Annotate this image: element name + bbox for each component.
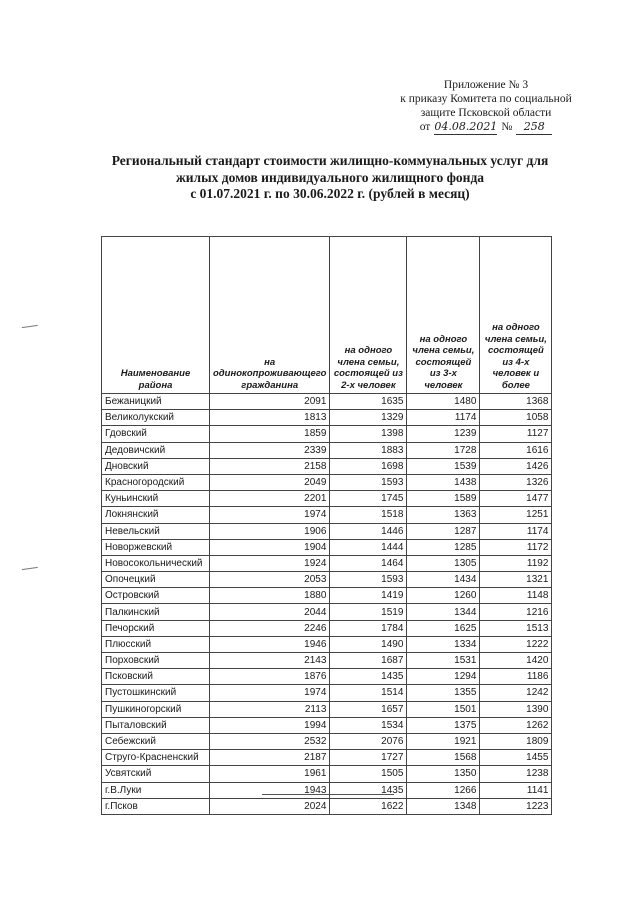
- cost-value-cell: 1350: [407, 766, 480, 782]
- cost-standard-table: [101, 236, 552, 815]
- cost-value-cell: 1859: [210, 426, 330, 442]
- header-district: Наименование района: [102, 237, 210, 394]
- cost-value-cell: 2053: [210, 572, 330, 588]
- cost-value-cell: 1262: [480, 717, 552, 733]
- cost-value-cell: 2113: [210, 701, 330, 717]
- appendix-line: Приложение № 3: [443, 79, 529, 91]
- cost-value-cell: 1420: [480, 653, 552, 669]
- cost-value-cell: 1727: [330, 750, 407, 766]
- cost-value-cell: 1266: [407, 782, 480, 798]
- cost-value-cell: 1809: [480, 733, 552, 749]
- cost-value-cell: 1375: [407, 717, 480, 733]
- cost-value-cell: 1946: [210, 636, 330, 652]
- table-row: [102, 523, 552, 539]
- district-name-cell: Плюсский: [102, 636, 210, 652]
- district-name-cell: Куньинский: [102, 491, 210, 507]
- cost-value-cell: 1294: [407, 669, 480, 685]
- table-row: [102, 507, 552, 523]
- table-row: [102, 572, 552, 588]
- cost-value-cell: 1222: [480, 636, 552, 652]
- district-name-cell: Опочецкий: [102, 572, 210, 588]
- table-row: [102, 426, 552, 442]
- cost-value-cell: 1127: [480, 426, 552, 442]
- cost-value-cell: 2044: [210, 604, 330, 620]
- cost-value-cell: 1223: [480, 798, 552, 814]
- cost-value-cell: 1435: [330, 782, 407, 798]
- cost-value-cell: 1745: [330, 491, 407, 507]
- cost-value-cell: 1216: [480, 604, 552, 620]
- district-name-cell: Островский: [102, 588, 210, 604]
- header-family-2: на одного члена семьи, состоящей из 2-х человек: [330, 237, 407, 394]
- cost-value-cell: 1687: [330, 653, 407, 669]
- cost-value-cell: 2246: [210, 620, 330, 636]
- cost-value-cell: 1505: [330, 766, 407, 782]
- cost-value-cell: 1368: [480, 394, 552, 410]
- district-name-cell: Себежский: [102, 733, 210, 749]
- cost-value-cell: 2024: [210, 798, 330, 814]
- table-row: [102, 653, 552, 669]
- cost-value-cell: 1398: [330, 426, 407, 442]
- cost-value-cell: 2091: [210, 394, 330, 410]
- cost-value-cell: 1438: [407, 474, 480, 490]
- table-row: [102, 717, 552, 733]
- district-name-cell: Дновский: [102, 458, 210, 474]
- district-name-cell: Пушкиногорский: [102, 701, 210, 717]
- cost-value-cell: 1444: [330, 539, 407, 555]
- table-row: [102, 766, 552, 782]
- cost-value-cell: 1994: [210, 717, 330, 733]
- cost-value-cell: 1534: [330, 717, 407, 733]
- cost-value-cell: 1906: [210, 523, 330, 539]
- footer-divider: [262, 794, 394, 795]
- district-name-cell: Усвятский: [102, 766, 210, 782]
- cost-value-cell: 1435: [330, 669, 407, 685]
- cost-value-cell: 1192: [480, 555, 552, 571]
- appendix-line: к приказу Комитета по социальной: [400, 93, 572, 105]
- table-row: [102, 604, 552, 620]
- cost-value-cell: 1363: [407, 507, 480, 523]
- title-line: с 01.07.2021 г. по 30.06.2022 г. (рублей в месяц): [190, 186, 470, 201]
- district-name-cell: Великолукский: [102, 410, 210, 426]
- table-row: [102, 636, 552, 652]
- table-row: [102, 410, 552, 426]
- cost-value-cell: 2187: [210, 750, 330, 766]
- cost-value-cell: 1334: [407, 636, 480, 652]
- district-name-cell: г.В.Луки: [102, 782, 210, 798]
- margin-mark: [22, 325, 38, 331]
- table-row: [102, 394, 552, 410]
- order-date: 04.08.2021: [434, 120, 498, 133]
- district-name-cell: Пустошкинский: [102, 685, 210, 701]
- cost-value-cell: 1326: [480, 474, 552, 490]
- cost-value-cell: 1784: [330, 620, 407, 636]
- cost-value-cell: 1728: [407, 442, 480, 458]
- district-name-cell: Невельский: [102, 523, 210, 539]
- cost-value-cell: 1305: [407, 555, 480, 571]
- document-title: [60, 153, 600, 203]
- table-body: [102, 394, 552, 815]
- cost-value-cell: 1921: [407, 733, 480, 749]
- cost-value-cell: 1186: [480, 669, 552, 685]
- cost-value-cell: 1419: [330, 588, 407, 604]
- cost-value-cell: 1531: [407, 653, 480, 669]
- cost-value-cell: 1477: [480, 491, 552, 507]
- cost-value-cell: 1148: [480, 588, 552, 604]
- cost-value-cell: 1239: [407, 426, 480, 442]
- table-row: [102, 588, 552, 604]
- table-row: [102, 539, 552, 555]
- number-prefix: №: [501, 121, 513, 133]
- cost-value-cell: 1174: [407, 410, 480, 426]
- table-row: [102, 798, 552, 814]
- cost-value-cell: 1518: [330, 507, 407, 523]
- cost-value-cell: 1635: [330, 394, 407, 410]
- cost-value-cell: 2201: [210, 491, 330, 507]
- cost-value-cell: 1539: [407, 458, 480, 474]
- district-name-cell: Печорский: [102, 620, 210, 636]
- cost-value-cell: 1904: [210, 539, 330, 555]
- header-family-4: на одного члена семьи, состоящей из 4-х человек и более: [480, 237, 552, 394]
- district-name-cell: Струго-Красненский: [102, 750, 210, 766]
- district-name-cell: Гдовский: [102, 426, 210, 442]
- table-row: [102, 474, 552, 490]
- cost-value-cell: 2158: [210, 458, 330, 474]
- cost-value-cell: 1813: [210, 410, 330, 426]
- table-row: [102, 442, 552, 458]
- cost-value-cell: 1568: [407, 750, 480, 766]
- table-row: [102, 669, 552, 685]
- district-name-cell: Пыталовский: [102, 717, 210, 733]
- cost-value-cell: 1622: [330, 798, 407, 814]
- table-row: [102, 620, 552, 636]
- district-name-cell: Псковский: [102, 669, 210, 685]
- table-row: [102, 782, 552, 798]
- order-date-number: [386, 120, 586, 135]
- cost-value-cell: 1974: [210, 685, 330, 701]
- cost-value-cell: 1321: [480, 572, 552, 588]
- cost-value-cell: 1589: [407, 491, 480, 507]
- table-row: [102, 701, 552, 717]
- cost-value-cell: 1455: [480, 750, 552, 766]
- district-name-cell: Порховский: [102, 653, 210, 669]
- cost-value-cell: 1172: [480, 539, 552, 555]
- cost-value-cell: 1238: [480, 766, 552, 782]
- cost-value-cell: 1490: [330, 636, 407, 652]
- table-row: [102, 685, 552, 701]
- cost-value-cell: 2339: [210, 442, 330, 458]
- table-header-row: [102, 237, 552, 394]
- cost-value-cell: 1625: [407, 620, 480, 636]
- district-name-cell: Красногородский: [102, 474, 210, 490]
- margin-mark: [22, 567, 38, 573]
- date-prefix: от: [419, 121, 431, 133]
- table-row: [102, 458, 552, 474]
- cost-value-cell: 1242: [480, 685, 552, 701]
- cost-value-cell: 1355: [407, 685, 480, 701]
- cost-value-cell: 1251: [480, 507, 552, 523]
- cost-value-cell: 1287: [407, 523, 480, 539]
- cost-value-cell: 1519: [330, 604, 407, 620]
- header-single-person: на одинокопроживающего гражданина: [210, 237, 330, 394]
- cost-value-cell: 1480: [407, 394, 480, 410]
- order-number: 258: [516, 120, 552, 135]
- district-name-cell: Новоржевский: [102, 539, 210, 555]
- cost-value-cell: 1698: [330, 458, 407, 474]
- cost-value-cell: 1329: [330, 410, 407, 426]
- cost-value-cell: 2049: [210, 474, 330, 490]
- cost-value-cell: 1260: [407, 588, 480, 604]
- cost-value-cell: 2076: [330, 733, 407, 749]
- cost-value-cell: 2143: [210, 653, 330, 669]
- table-row: [102, 733, 552, 749]
- cost-value-cell: 1924: [210, 555, 330, 571]
- cost-value-cell: 1943: [210, 782, 330, 798]
- table-row: [102, 555, 552, 571]
- cost-value-cell: 1961: [210, 766, 330, 782]
- cost-value-cell: 1174: [480, 523, 552, 539]
- cost-value-cell: 1657: [330, 701, 407, 717]
- header-family-3: на одного члена семьи, состоящей из 3-х человек: [407, 237, 480, 394]
- title-line: жилых домов индивидуального жилищного фонда: [175, 169, 485, 185]
- cost-value-cell: 1593: [330, 474, 407, 490]
- appendix-line: защите Псковской области: [420, 107, 552, 119]
- cost-value-cell: 1285: [407, 539, 480, 555]
- cost-value-cell: 1344: [407, 604, 480, 620]
- district-name-cell: Новосокольнический: [102, 555, 210, 571]
- cost-value-cell: 1876: [210, 669, 330, 685]
- cost-value-cell: 1058: [480, 410, 552, 426]
- cost-value-cell: 1434: [407, 572, 480, 588]
- table-row: [102, 750, 552, 766]
- cost-value-cell: 1883: [330, 442, 407, 458]
- appendix-block: [386, 78, 586, 135]
- district-name-cell: Палкинский: [102, 604, 210, 620]
- cost-value-cell: 1426: [480, 458, 552, 474]
- district-name-cell: г.Псков: [102, 798, 210, 814]
- cost-value-cell: 1348: [407, 798, 480, 814]
- district-name-cell: Локнянский: [102, 507, 210, 523]
- cost-value-cell: 1513: [480, 620, 552, 636]
- cost-value-cell: 1514: [330, 685, 407, 701]
- district-name-cell: Дедовичский: [102, 442, 210, 458]
- cost-value-cell: 1880: [210, 588, 330, 604]
- district-name-cell: Бежаницкий: [102, 394, 210, 410]
- cost-value-cell: 2532: [210, 733, 330, 749]
- cost-value-cell: 1390: [480, 701, 552, 717]
- cost-value-cell: 1974: [210, 507, 330, 523]
- cost-value-cell: 1616: [480, 442, 552, 458]
- cost-value-cell: 1593: [330, 572, 407, 588]
- table-row: [102, 491, 552, 507]
- cost-value-cell: 1446: [330, 523, 407, 539]
- cost-value-cell: 1501: [407, 701, 480, 717]
- title-line: Региональный стандарт стоимости жилищно-коммунальных услуг для: [111, 153, 549, 168]
- cost-value-cell: 1464: [330, 555, 407, 571]
- cost-value-cell: 1141: [480, 782, 552, 798]
